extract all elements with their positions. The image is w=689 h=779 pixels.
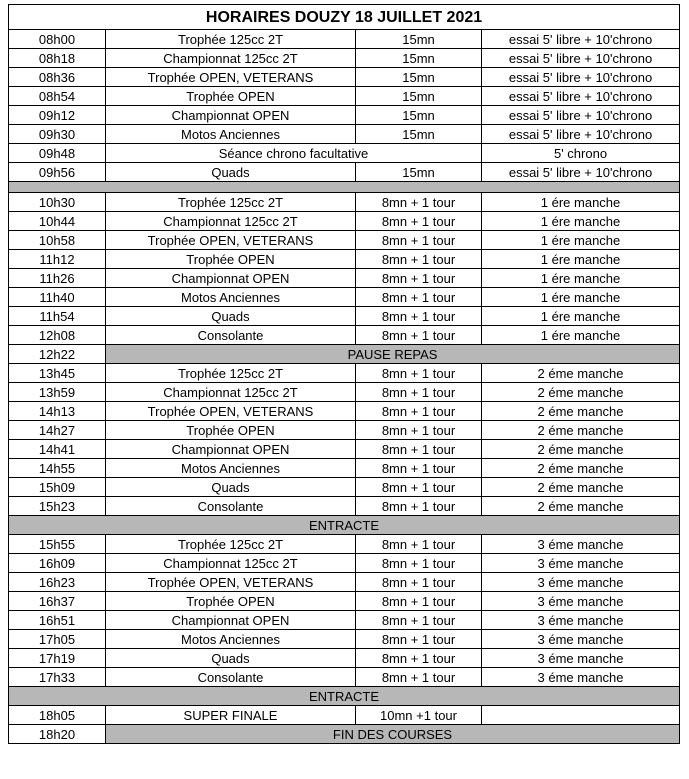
category-cell: Trophée OPEN, VETERANS [106, 402, 356, 421]
category-cell: Championnat OPEN [106, 106, 356, 125]
duration-cell: 8mn + 1 tour [356, 250, 482, 269]
duration-cell: 8mn + 1 tour [356, 231, 482, 250]
session-cell: essai 5' libre + 10'chrono [482, 30, 680, 49]
time-cell: 14h55 [9, 459, 106, 478]
time-cell: 17h05 [9, 630, 106, 649]
time-cell: 12h08 [9, 326, 106, 345]
time-cell: 11h40 [9, 288, 106, 307]
duration-cell: 8mn + 1 tour [356, 193, 482, 212]
category-cell: Trophée 125cc 2T [106, 535, 356, 554]
duration-cell: 15mn [356, 49, 482, 68]
time-cell: 08h18 [9, 49, 106, 68]
intermission-row [9, 516, 680, 535]
separator-cell [9, 182, 680, 193]
duration-cell: 15mn [356, 68, 482, 87]
schedule-row [9, 383, 680, 402]
session-cell: essai 5' libre + 10'chrono [482, 68, 680, 87]
schedule-row [9, 421, 680, 440]
session-cell: 1 ére manche [482, 307, 680, 326]
category-cell: Championnat 125cc 2T [106, 383, 356, 402]
category-cell: Championnat OPEN [106, 611, 356, 630]
category-cell: Quads [106, 307, 356, 326]
schedule-row [9, 49, 680, 68]
schedule-row [9, 250, 680, 269]
schedule-row [9, 87, 680, 106]
duration-cell: 8mn + 1 tour [356, 592, 482, 611]
time-cell: 17h19 [9, 649, 106, 668]
session-cell: essai 5' libre + 10'chrono [482, 125, 680, 144]
time-cell: 13h45 [9, 364, 106, 383]
schedule-row [9, 706, 680, 725]
duration-cell: 8mn + 1 tour [356, 630, 482, 649]
schedule-row [9, 307, 680, 326]
category-cell: Trophée OPEN, VETERANS [106, 573, 356, 592]
schedule-row [9, 288, 680, 307]
schedule-row [9, 231, 680, 250]
schedule-row [9, 668, 680, 687]
break-row [9, 345, 680, 364]
duration-cell: 8mn + 1 tour [356, 326, 482, 345]
category-cell: Quads [106, 478, 356, 497]
schedule-row [9, 573, 680, 592]
session-cell: 2 éme manche [482, 459, 680, 478]
intermission-label: ENTRACTE [9, 516, 680, 535]
session-cell: 1 ére manche [482, 212, 680, 231]
category-cell: Trophée 125cc 2T [106, 193, 356, 212]
duration-cell: 8mn + 1 tour [356, 212, 482, 231]
time-cell: 11h12 [9, 250, 106, 269]
schedule-row [9, 535, 680, 554]
session-cell: 1 ére manche [482, 269, 680, 288]
schedule-row [9, 459, 680, 478]
category-cell: Championnat 125cc 2T [106, 554, 356, 573]
category-cell: Trophée OPEN [106, 421, 356, 440]
category-cell: Séance chrono facultative [106, 144, 482, 163]
time-cell: 10h30 [9, 193, 106, 212]
time-cell: 14h27 [9, 421, 106, 440]
intermission-label: ENTRACTE [9, 687, 680, 706]
schedule-row [9, 554, 680, 573]
break-label: FIN DES COURSES [106, 725, 680, 744]
time-cell: 16h51 [9, 611, 106, 630]
time-cell: 18h05 [9, 706, 106, 725]
schedule-row [9, 497, 680, 516]
category-cell: Consolante [106, 497, 356, 516]
category-cell: Trophée OPEN [106, 592, 356, 611]
time-cell: 15h55 [9, 535, 106, 554]
category-cell: Championnat 125cc 2T [106, 49, 356, 68]
category-cell: Motos Anciennes [106, 288, 356, 307]
category-cell: Championnat OPEN [106, 269, 356, 288]
time-cell: 08h54 [9, 87, 106, 106]
duration-cell: 8mn + 1 tour [356, 611, 482, 630]
category-cell: Trophée OPEN, VETERANS [106, 231, 356, 250]
duration-cell: 8mn + 1 tour [356, 554, 482, 573]
time-cell: 09h56 [9, 163, 106, 182]
time-cell: 16h09 [9, 554, 106, 573]
schedule-row [9, 630, 680, 649]
time-cell: 10h44 [9, 212, 106, 231]
category-cell: Championnat OPEN [106, 440, 356, 459]
session-cell: 3 éme manche [482, 630, 680, 649]
session-cell: 3 éme manche [482, 535, 680, 554]
category-cell: Motos Anciennes [106, 459, 356, 478]
time-cell: 11h54 [9, 307, 106, 326]
schedule-row [9, 144, 680, 163]
schedule-row [9, 440, 680, 459]
duration-cell: 8mn + 1 tour [356, 383, 482, 402]
duration-cell: 8mn + 1 tour [356, 364, 482, 383]
duration-cell: 8mn + 1 tour [356, 402, 482, 421]
category-cell: Trophée 125cc 2T [106, 364, 356, 383]
category-cell: Quads [106, 163, 356, 182]
duration-cell: 15mn [356, 125, 482, 144]
time-cell: 10h58 [9, 231, 106, 250]
duration-cell: 8mn + 1 tour [356, 440, 482, 459]
separator-row [9, 182, 680, 193]
time-cell: 09h30 [9, 125, 106, 144]
category-cell: Championnat 125cc 2T [106, 212, 356, 231]
duration-cell: 8mn + 1 tour [356, 478, 482, 497]
category-cell: Consolante [106, 326, 356, 345]
session-cell: 2 éme manche [482, 421, 680, 440]
session-cell: 2 éme manche [482, 440, 680, 459]
schedule-row [9, 106, 680, 125]
session-cell: 2 éme manche [482, 497, 680, 516]
category-cell: Trophée 125cc 2T [106, 30, 356, 49]
session-cell: 3 éme manche [482, 649, 680, 668]
time-cell: 16h23 [9, 573, 106, 592]
category-cell: Quads [106, 649, 356, 668]
time-cell: 08h36 [9, 68, 106, 87]
schedule-table [8, 4, 680, 744]
schedule-row [9, 125, 680, 144]
duration-cell: 10mn +1 tour [356, 706, 482, 725]
session-cell: essai 5' libre + 10'chrono [482, 106, 680, 125]
category-cell: Motos Anciennes [106, 125, 356, 144]
session-cell: 3 éme manche [482, 611, 680, 630]
schedule-row [9, 269, 680, 288]
duration-cell: 8mn + 1 tour [356, 459, 482, 478]
session-cell: 3 éme manche [482, 554, 680, 573]
schedule-row [9, 163, 680, 182]
session-cell: 1 ére manche [482, 250, 680, 269]
category-cell: Trophée OPEN [106, 87, 356, 106]
time-cell: 11h26 [9, 269, 106, 288]
session-cell: 2 éme manche [482, 383, 680, 402]
duration-cell: 15mn [356, 30, 482, 49]
schedule-row [9, 649, 680, 668]
title-row [9, 5, 680, 30]
schedule-row [9, 193, 680, 212]
session-cell: 1 ére manche [482, 326, 680, 345]
duration-cell: 8mn + 1 tour [356, 288, 482, 307]
session-cell: 3 éme manche [482, 592, 680, 611]
duration-cell: 8mn + 1 tour [356, 573, 482, 592]
schedule-row [9, 364, 680, 383]
intermission-row [9, 687, 680, 706]
schedule-row [9, 326, 680, 345]
duration-cell: 15mn [356, 87, 482, 106]
time-cell: 17h33 [9, 668, 106, 687]
duration-cell: 8mn + 1 tour [356, 421, 482, 440]
time-cell: 15h23 [9, 497, 106, 516]
session-cell: 2 éme manche [482, 402, 680, 421]
time-cell: 12h22 [9, 345, 106, 364]
schedule-row [9, 402, 680, 421]
break-label: PAUSE REPAS [106, 345, 680, 364]
break-row [9, 725, 680, 744]
duration-cell: 15mn [356, 106, 482, 125]
time-cell: 14h41 [9, 440, 106, 459]
session-cell: 1 ére manche [482, 288, 680, 307]
time-cell: 15h09 [9, 478, 106, 497]
category-cell: SUPER FINALE [106, 706, 356, 725]
category-cell: Motos Anciennes [106, 630, 356, 649]
schedule-row [9, 68, 680, 87]
session-cell: essai 5' libre + 10'chrono [482, 163, 680, 182]
category-cell: Consolante [106, 668, 356, 687]
time-cell: 13h59 [9, 383, 106, 402]
time-cell: 18h20 [9, 725, 106, 744]
session-cell: 1 ére manche [482, 193, 680, 212]
duration-cell: 8mn + 1 tour [356, 497, 482, 516]
time-cell: 09h48 [9, 144, 106, 163]
session-cell: 2 éme manche [482, 364, 680, 383]
session-cell: 3 éme manche [482, 668, 680, 687]
session-cell: 3 éme manche [482, 573, 680, 592]
time-cell: 16h37 [9, 592, 106, 611]
schedule-row [9, 592, 680, 611]
schedule-row [9, 478, 680, 497]
session-cell: 5' chrono [482, 144, 680, 163]
session-cell: essai 5' libre + 10'chrono [482, 87, 680, 106]
schedule-title: HORAIRES DOUZY 18 JUILLET 2021 [9, 5, 680, 30]
schedule-row [9, 30, 680, 49]
session-cell: essai 5' libre + 10'chrono [482, 49, 680, 68]
session-cell: 2 éme manche [482, 478, 680, 497]
duration-cell: 15mn [356, 163, 482, 182]
duration-cell: 8mn + 1 tour [356, 649, 482, 668]
schedule-rows [9, 30, 680, 744]
session-cell: 1 ére manche [482, 231, 680, 250]
time-cell: 14h13 [9, 402, 106, 421]
duration-cell: 8mn + 1 tour [356, 307, 482, 326]
duration-cell: 8mn + 1 tour [356, 535, 482, 554]
category-cell: Trophée OPEN, VETERANS [106, 68, 356, 87]
time-cell: 09h12 [9, 106, 106, 125]
duration-cell: 8mn + 1 tour [356, 668, 482, 687]
time-cell: 08h00 [9, 30, 106, 49]
category-cell: Trophée OPEN [106, 250, 356, 269]
schedule-row [9, 212, 680, 231]
session-cell [482, 706, 680, 725]
duration-cell: 8mn + 1 tour [356, 269, 482, 288]
schedule-row [9, 611, 680, 630]
